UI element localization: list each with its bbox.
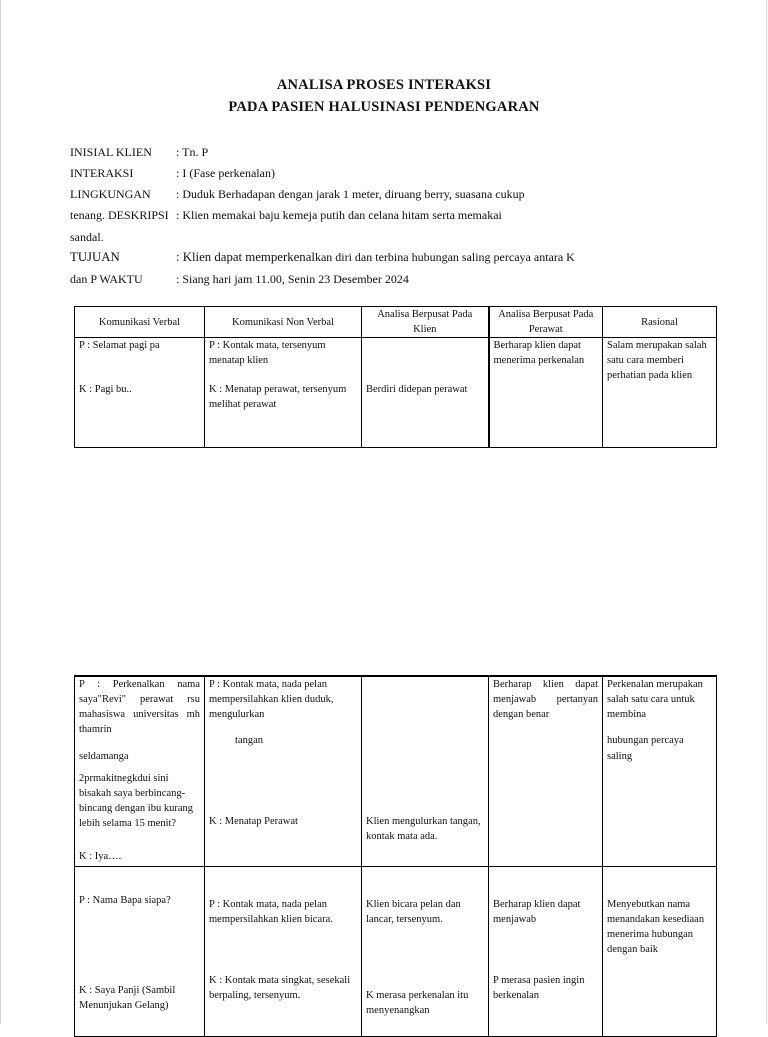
document-title-line2: PADA PASIEN HALUSINASI PENDENGARAN <box>228 99 540 115</box>
verbal-garbled-text: 2prmakitnegkdui sini bisakah saya berbincang-bincang dengan ibu kurang lebih selama 15 menit? <box>79 773 194 829</box>
verbal-p-text: P : Nama Bapa siapa? <box>79 894 171 906</box>
rasional-cell <box>603 866 717 1036</box>
verbal-k-text: K : Saya Panji (Sambil Menunjukan Gelang) <box>79 984 176 1011</box>
nonverbal-cell <box>205 338 362 448</box>
analisa-perawat-cell: Berharap klien dapat menerima perkenalan <box>489 338 603 448</box>
tujuan-value-large: : Klien dapat memperkenal <box>176 250 315 264</box>
verbal-garbled-line1: seldamanga <box>79 751 129 762</box>
rasional-saling-text: saling <box>607 751 633 762</box>
nonverbal-cell <box>205 866 362 1036</box>
analisa-perawat-cell <box>489 676 603 866</box>
nonverbal-k-text: K : Menatap Perawat <box>209 816 298 827</box>
table-row <box>75 866 717 1036</box>
header-analisa-perawat: Analisa Berpusat Pada Perawat <box>489 307 603 338</box>
inisial-label: INISIAL KLIEN <box>70 145 152 159</box>
rasional-cell: Salam merupakan salah satu cara memberi perhatian pada klien <box>603 338 717 448</box>
verbal-k-text: K : Iya…. <box>79 851 122 862</box>
interaction-table-2 <box>74 675 717 1037</box>
interaksi-value: : I (Fase perkenalan) <box>176 166 275 180</box>
verbal-cell <box>75 866 205 1036</box>
inisial-value: : Tn. P <box>176 145 209 159</box>
table-row <box>75 338 717 448</box>
tenang-deskripsi-label: tenang. DESKRIPSI <box>70 208 169 222</box>
analisa-klien-cell <box>362 338 489 448</box>
rasional-cell <box>603 676 717 866</box>
nonverbal-p-text: P : Kontak mata, tersenyum menatap klien <box>209 340 326 366</box>
table-row <box>75 676 717 866</box>
nonverbal-p-text-2: tangan <box>235 735 263 746</box>
header-analisa-klien: Analisa Berpusat Pada Klien <box>362 307 489 338</box>
tujuan-label: TUJUAN <box>70 250 120 264</box>
analisa-klien-cell <box>362 676 489 866</box>
verbal-cell <box>75 676 205 866</box>
header-komunikasi-non-verbal: Komunikasi Non Verbal <box>205 307 362 338</box>
analisa-klien-text: Klien bicara pelan dan lancar, tersenyum. <box>366 898 461 925</box>
analisa-perawat-text: Berharap klien dapat menjawab <box>493 898 581 925</box>
interaction-table-1 <box>74 306 717 448</box>
verbal-cell <box>75 338 205 448</box>
rasional-text: Perkenalan merupakan salah satu cara untuk membina <box>607 679 703 720</box>
interaksi-label: INTERAKSI <box>70 166 134 180</box>
analisa-klien-text: Klien mengulurkan tangan, kontak mata ada. <box>366 816 481 842</box>
table-header-row <box>75 307 717 338</box>
verbal-k-text: K : Pagi bu.. <box>79 384 132 395</box>
deskripsi-value: : Klien memakai baju kemeja putih dan celana hitam serta memakai <box>176 208 502 222</box>
rasional-garbled-text: hubungan percaya <box>607 735 684 746</box>
nonverbal-k-text: K : Menatap perawat, tersenyum melihat perawat <box>209 384 347 410</box>
nonverbal-k-text: K : Kontak mata singkat, sesekali berpaling, tersenyum. <box>209 974 351 1001</box>
analisa-perawat-text: Berharap klien dapat menjawab pertanyan dengan benar <box>493 679 598 720</box>
analisa-perawat-cell <box>489 866 603 1036</box>
rasional-text: Menyebutkan nama menandakan kesediaan menerima hubungan dengan baik <box>607 898 705 955</box>
nonverbal-p-text: P : Kontak mata, nada pelan mempersilahkan klien bicara. <box>209 898 333 925</box>
lingkungan-label: LINGKUNGAN <box>70 187 151 201</box>
verbal-p-text: P : Selamat pagi pa <box>79 340 160 351</box>
sandal-text: sandal. <box>70 230 104 244</box>
nonverbal-cell <box>205 676 362 866</box>
analisa-klien-cell <box>362 866 489 1036</box>
nonverbal-p-text: P : Kontak mata, nada pelan mempersilahkan klien duduk, mengulurkan <box>209 679 334 720</box>
document-title-line1: ANALISA PROSES INTERAKSI <box>276 77 492 93</box>
header-rasional: Rasional <box>603 307 717 338</box>
analisa-klien-text: Berdiri didepan perawat <box>366 384 468 395</box>
analisa-perawat-text-2: P merasa pasien ingin berkenalan <box>493 974 585 1001</box>
header-komunikasi-verbal: Komunikasi Verbal <box>75 307 205 338</box>
waktu-value: : Siang hari jam 11.00, Senin 23 Desember 2024 <box>176 272 409 286</box>
analisa-klien-text-2: K merasa perkenalan itu menyenangkan <box>366 989 469 1016</box>
lingkungan-value: : Duduk Berhadapan dengan jarak 1 meter, diruang berry, suasana cukup <box>176 187 525 201</box>
dan-p-waktu-label: dan P WAKTU <box>70 272 143 286</box>
tujuan-value-small: kan diri dan terbina hubungan saling percaya antara K <box>314 250 575 264</box>
verbal-perkenalan-text: P : Perkenalkan nama saya"Revi" perawat rsu mahasiswa universitas mh thamrin <box>79 679 200 735</box>
